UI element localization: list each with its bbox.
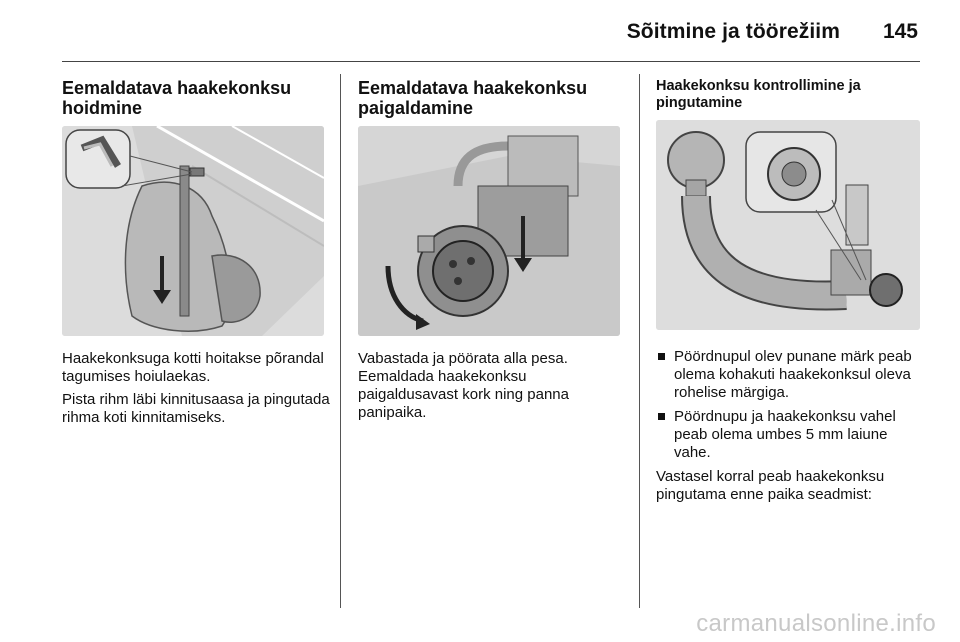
paragraph: Pista rihm läbi kinnitusaasa ja pingutada rihma koti kinnitamiseks. [62, 391, 330, 426]
page-number: 145 [882, 20, 918, 43]
page-header [0, 0, 960, 62]
storage-text [62, 350, 330, 427]
column-divider-2 [639, 74, 640, 608]
checking-list [656, 348, 926, 462]
socket-illustration [358, 126, 620, 336]
column-storage [62, 78, 330, 432]
list-item-text: Pöördnupul olev punane märk peab olema kohakuti haakekonksul oleva rohelise märgiga. [674, 348, 912, 401]
paragraph: Haakekonksuga kotti hoitakse põrandal tagumises hoiulaekas. [62, 350, 324, 385]
column-checking [656, 78, 926, 509]
watermark: carmanualsonline.info [696, 610, 936, 637]
figure-towbar [656, 120, 920, 330]
figure-socket [358, 126, 620, 336]
installation-text [358, 350, 628, 422]
paragraph: Vabastada ja pöörata alla pesa. Eemaldada haakekonksu paigaldusavast kork ning panna panipaika. [358, 350, 569, 421]
towbar-illustration [656, 120, 920, 330]
header-rule [62, 61, 920, 62]
heading-storage: Eemaldatava haakekonksu hoidmine [62, 78, 292, 118]
column-divider-1 [340, 74, 341, 608]
list-item [656, 408, 926, 462]
figure-bag-storage [62, 126, 324, 336]
heading-checking: Haakekonksu kontrollimine ja pingutamine [656, 78, 861, 111]
heading-installation: Eemaldatava haakekonksu paigaldamine [358, 78, 588, 118]
bullet-square [658, 413, 665, 420]
list-item [656, 348, 926, 402]
list-item-text: Pöördnupu ja haakekonksu vahel peab olema umbes 5 mm laiune vahe. [674, 408, 896, 461]
bullet-square [658, 353, 665, 360]
column-installation [358, 78, 628, 427]
bag-storage-illustration [62, 126, 324, 336]
paragraph: Vastasel korral peab haakekonksu pingutama enne paika seadmist: [656, 468, 885, 503]
running-title: Sõitmine ja töörežiim [626, 20, 840, 43]
